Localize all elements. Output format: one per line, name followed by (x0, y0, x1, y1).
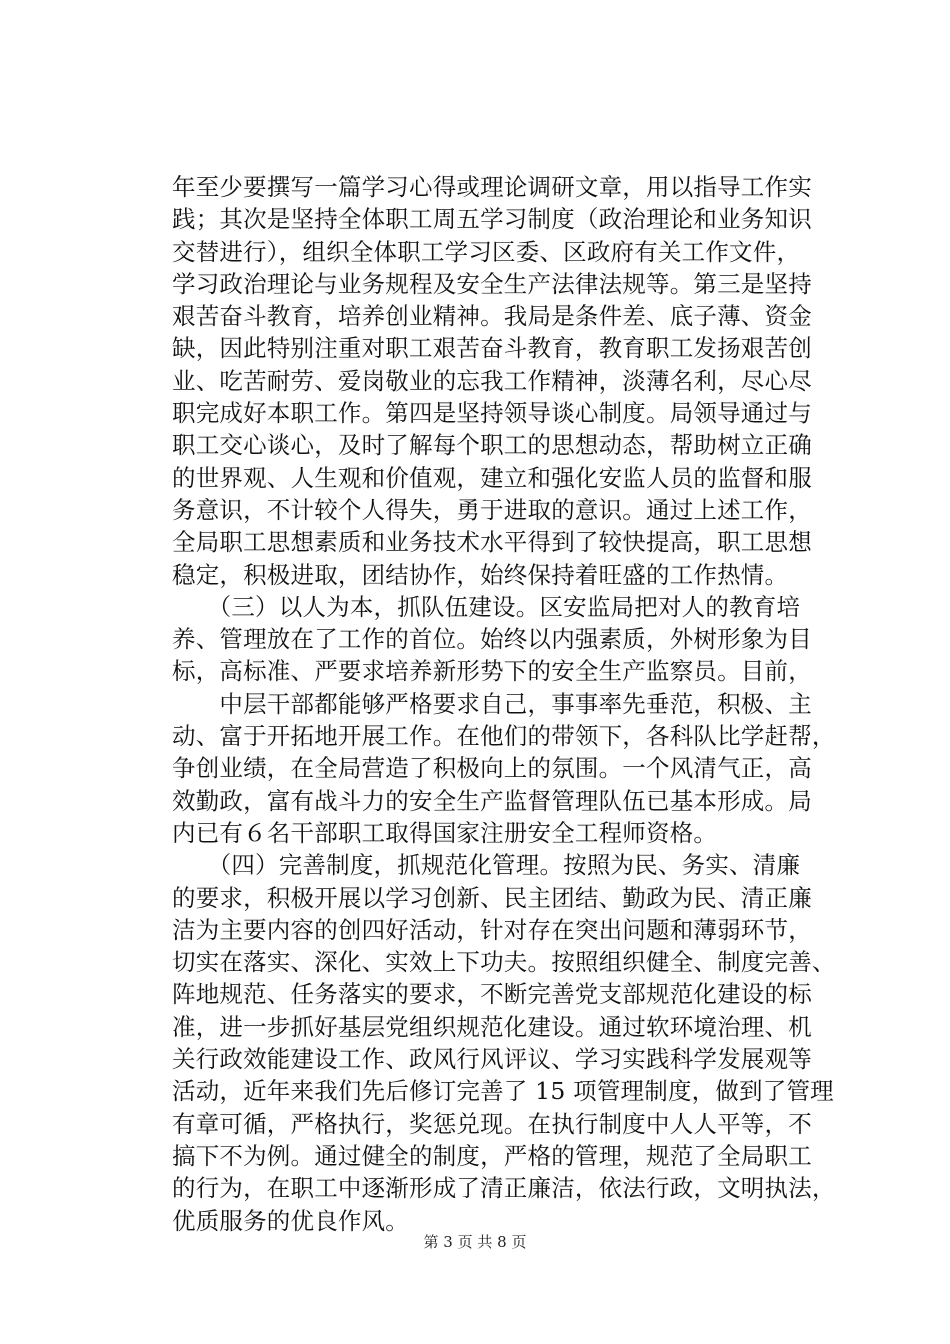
text-line: 学习政治理论与业务规程及安全生产法律法规等。第三是坚持 (172, 269, 812, 298)
text-line: （三）以人为本，抓队伍建设。区安监局把对人的教育培 (172, 592, 801, 621)
text-line: 全局职工思想素质和业务技术水平得到了较快提高，职工思想 (172, 528, 812, 557)
page-number-label: 第 3 页 共 8 页 (423, 1233, 527, 1251)
page-footer (0, 1232, 950, 1252)
text-line: 务意识，不计较个人得失，勇于进取的意识。通过上述工作， (172, 495, 812, 524)
text-line: 职工交心谈心，及时了解每个职工的思想动态，帮助树立正确 (172, 431, 812, 460)
text-line: 活动，近年来我们先后修订完善了 15 项管理制度，做到了管理 (172, 1077, 834, 1106)
text-line: 标，高标准、严要求培养新形势下的安全生产监察员。目前， (172, 657, 812, 686)
text-line: 优质服务的优良作风。 (172, 1206, 409, 1235)
text-line: 践；其次是坚持全体职工周五学习制度（政治理论和业务知识 (172, 205, 812, 234)
text-line: 业、吃苦耐劳、爱岗敬业的忘我工作精神，淡薄名利，尽心尽 (172, 366, 812, 395)
body-text (172, 171, 836, 1237)
text-line: 交替进行），组织全体职工学习区委、区政府有关工作文件， (172, 237, 801, 266)
text-line: 动、富于开拓地开展工作。在他们的带领下，各科队比学赶帮， (172, 722, 836, 751)
text-line: 的要求，积极开展以学习创新、民主团结、勤政为民、清正廉 (172, 883, 812, 912)
text-line: 阵地规范、任务落实的要求，不断完善党支部规范化建设的标 (172, 980, 812, 1009)
text-line: 中层干部都能够严格要求自己，事事率先垂范，积极、主 (172, 689, 812, 718)
text-line: 的世界观、人生观和价值观，建立和强化安监人员的监督和服 (172, 463, 812, 492)
text-line: 切实在落实、深化、实效上下功夫。按照组织健全、制度完善、 (172, 948, 836, 977)
text-line: 关行政效能建设工作、政风行风评议、学习实践科学发展观等 (172, 1045, 812, 1074)
text-line: 洁为主要内容的创四好活动，针对存在突出问题和薄弱环节， (172, 915, 812, 944)
text-line: 职完成好本职工作。第四是坚持领导谈心制度。局领导通过与 (172, 399, 812, 428)
text-line: （四）完善制度，抓规范化管理。按照为民、务实、清廉 (172, 851, 801, 880)
text-line: 效勤政，富有战斗力的安全生产监督管理队伍已基本形成。局 (172, 786, 812, 815)
text-line: 缺，因此特别注重对职工艰苦奋斗教育，教育职工发扬艰苦创 (172, 334, 812, 363)
text-line: 准，进一步抓好基层党组织规范化建设。通过软环境治理、机 (172, 1012, 812, 1041)
text-line: 内已有６名干部职工取得国家注册安全工程师资格。 (172, 818, 718, 847)
text-line: 有章可循，严格执行，奖惩兑现。在执行制度中人人平等，不 (172, 1109, 812, 1138)
text-line: 年至少要撰写一篇学习心得或理论调研文章，用以指导工作实 (172, 173, 812, 201)
text-line: 的行为，在职工中逐渐形成了清正廉洁，依法行政，文明执法， (172, 1174, 836, 1203)
text-line: 稳定，积极进取，团结协作，始终保持着旺盛的工作热情。 (172, 560, 789, 589)
text-line: 搞下不为例。通过健全的制度，严格的管理，规范了全局职工 (172, 1141, 812, 1170)
text-line: 养、管理放在了工作的首位。始终以内强素质，外树形象为目 (172, 625, 812, 654)
text-line: 争创业绩，在全局营造了积极向上的氛围。一个风清气正，高 (172, 754, 812, 783)
text-line: 艰苦奋斗教育，培养创业精神。我局是条件差、底子薄、资金 (172, 302, 812, 331)
